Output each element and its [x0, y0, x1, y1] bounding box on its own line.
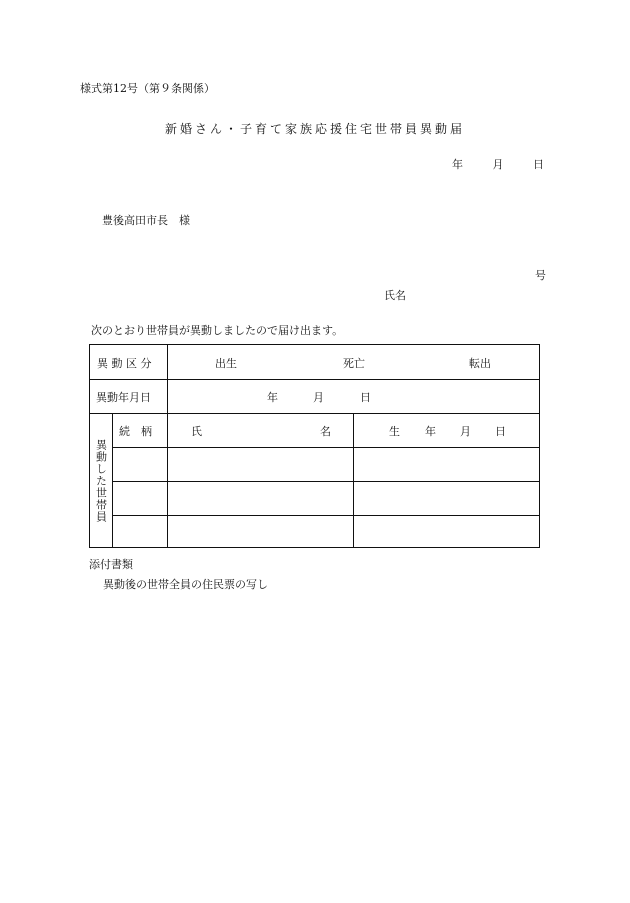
option-move-out[interactable]: 転出	[469, 357, 491, 370]
change-date-label: 異動年月日	[96, 391, 151, 404]
applicant-number-label: 号	[535, 269, 546, 282]
name-column-header-given: 名	[320, 425, 331, 438]
document-title: 新婚さん・子育て家族応援住宅世帯員異動届	[164, 122, 465, 136]
attachments-heading: 添付書類	[89, 558, 133, 571]
table-rule	[167, 345, 168, 413]
change-category-label: 異 動 区 分	[97, 357, 152, 370]
birth-column-day: 日	[495, 425, 506, 438]
change-date-year: 年	[267, 391, 278, 404]
form-number: 様式第12号（第９条関係）	[80, 82, 215, 95]
table-rule	[112, 447, 539, 448]
table-rule	[353, 413, 354, 547]
applicant-name-label: 氏名	[384, 289, 406, 302]
date-month-label: 月	[492, 158, 504, 171]
submission-date	[452, 156, 544, 172]
birth-column-month: 月	[460, 425, 471, 438]
table-rule	[90, 413, 539, 414]
table-rule	[112, 515, 539, 516]
change-date-day: 日	[360, 391, 371, 404]
option-birth[interactable]: 出生	[215, 357, 237, 370]
attachments-item: 異動後の世帯全員の住民票の写し	[103, 578, 268, 591]
table-rule	[112, 481, 539, 482]
intro-statement: 次のとおり世帯員が異動しましたので届け出ます。	[91, 324, 344, 337]
table-rule	[112, 413, 113, 547]
changed-members-label: 異動した世帯員	[94, 439, 108, 523]
change-form-table	[89, 344, 540, 548]
birth-column-year: 年	[425, 425, 436, 438]
option-death[interactable]: 死亡	[343, 357, 365, 370]
addressee: 豊後高田市長 様	[102, 214, 190, 227]
name-column-header-surname: 氏	[191, 425, 202, 438]
date-day-label: 日	[533, 158, 544, 171]
date-year-label: 年	[452, 158, 463, 171]
table-rule	[90, 379, 539, 380]
change-date-month: 月	[313, 391, 324, 404]
birth-column-prefix: 生	[389, 425, 400, 438]
relation-column-header: 続 柄	[119, 425, 152, 438]
table-rule	[167, 413, 168, 547]
